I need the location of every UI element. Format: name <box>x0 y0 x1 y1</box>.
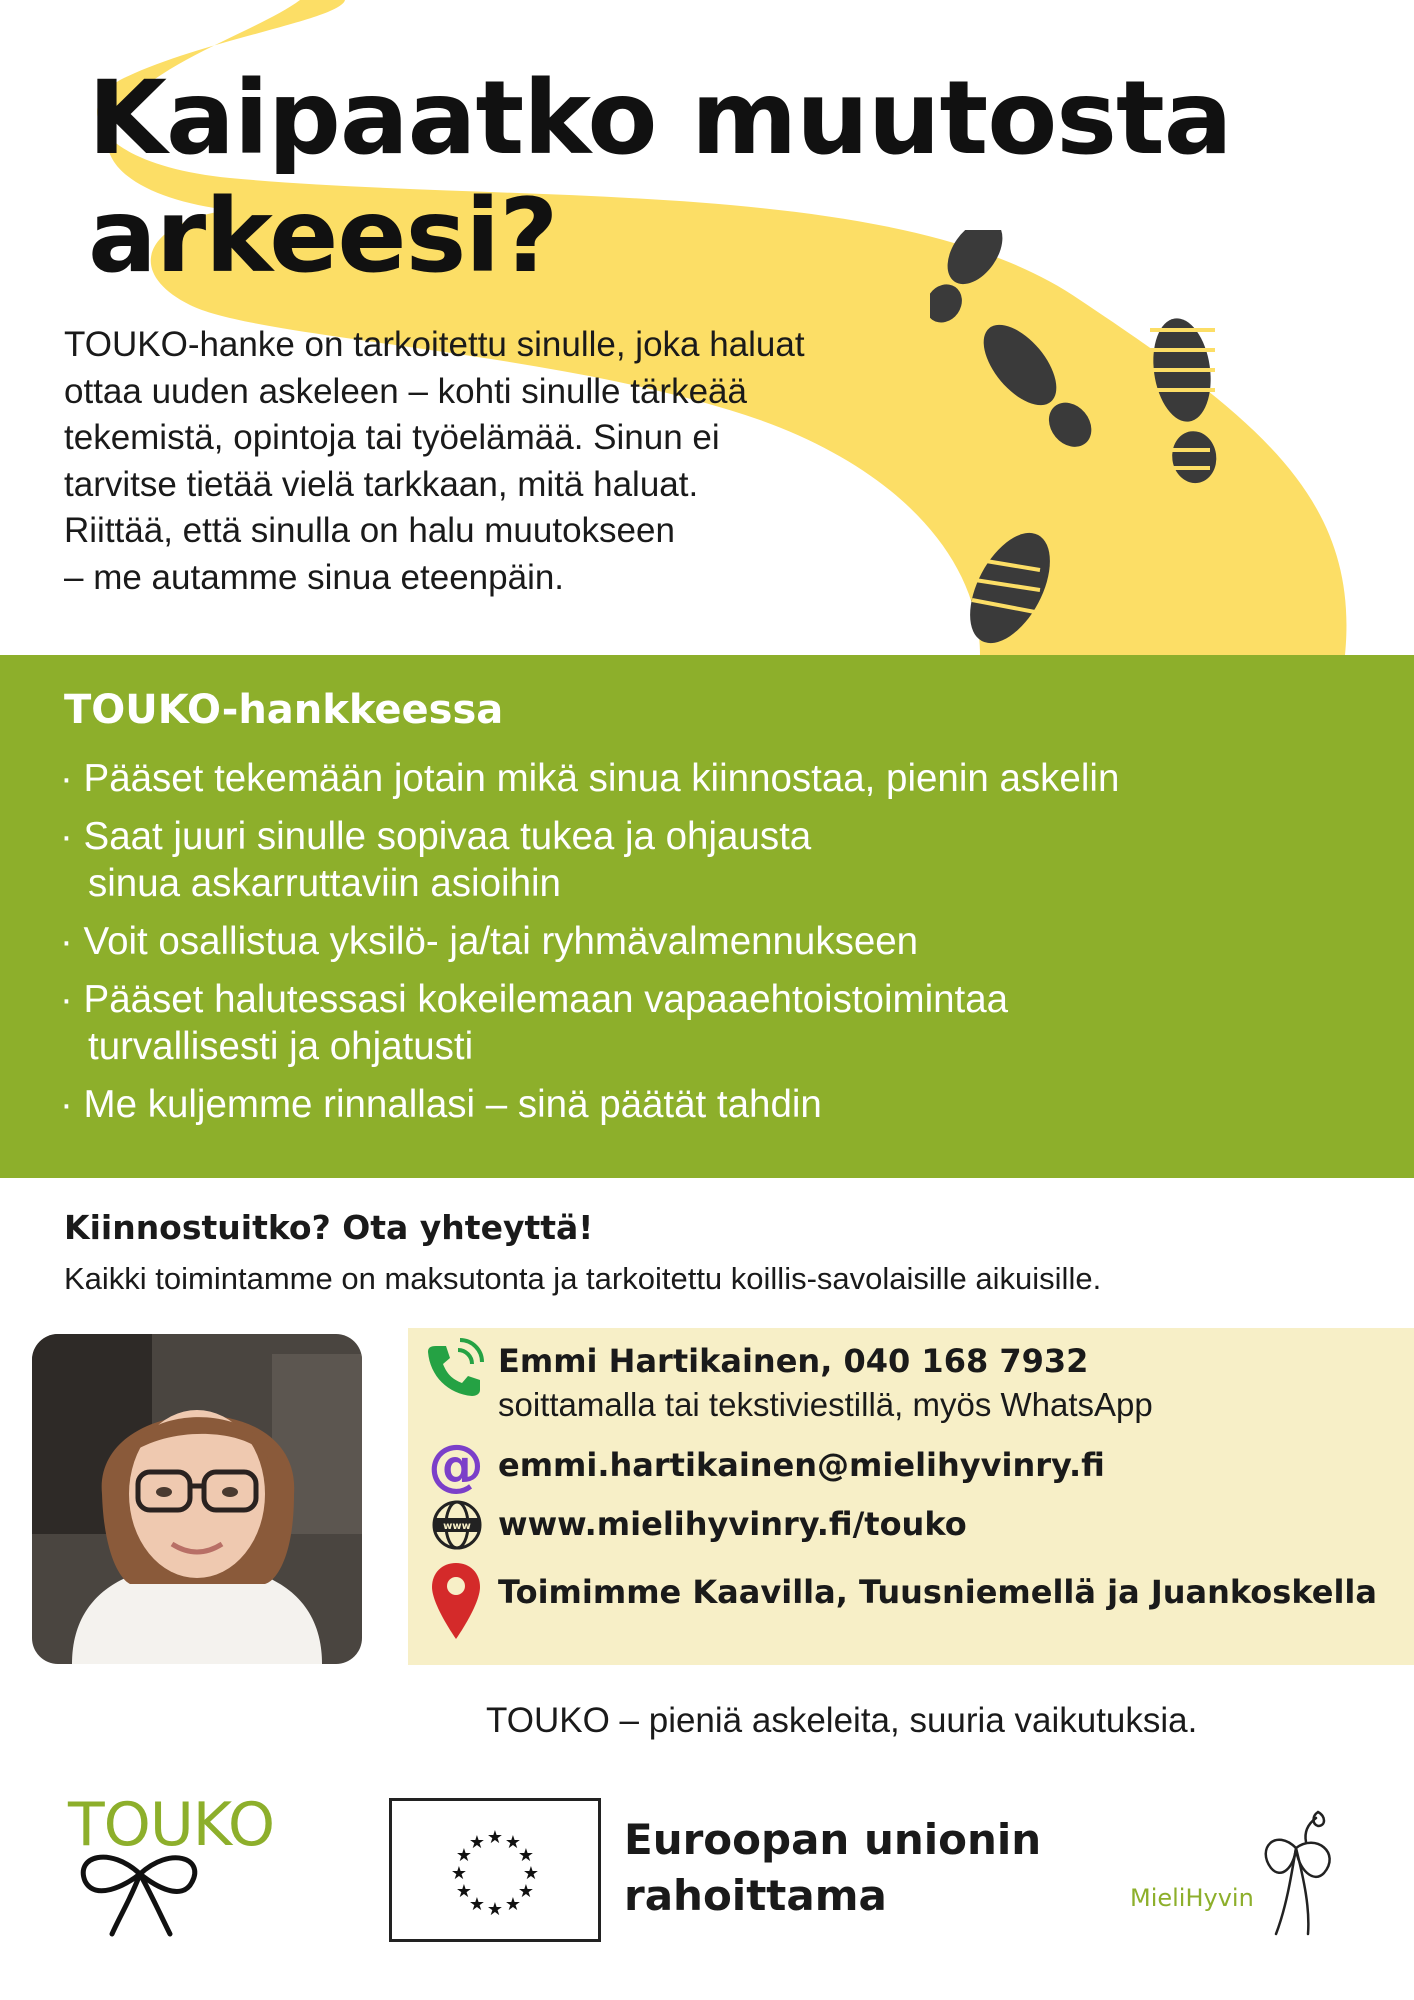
contact-title: Kiinnostuitko? Ota yhteyttä! <box>64 1208 594 1247</box>
butterfly-figure-icon <box>1246 1808 1346 1938</box>
bullet-line: · Pääset halutessasi kokeilemaan vapaaehtoistoimintaa <box>60 978 1009 1021</box>
project-bullet-list <box>60 755 1390 1139</box>
contact-name-phone: Emmi Hartikainen, 040 168 7932 <box>498 1342 1089 1380</box>
project-section <box>0 655 1414 1178</box>
touko-logo-text: TOUKO <box>68 1790 275 1860</box>
contact-website[interactable]: www.mielihyvinry.fi/touko <box>498 1505 967 1543</box>
intro-line: tarvitse tietää vielä tarkkaan, mitä haluat. <box>64 464 699 504</box>
headline <box>88 60 1268 296</box>
eu-text-line-2: rahoittama <box>624 1871 887 1920</box>
phone-icon <box>422 1338 484 1400</box>
project-title: TOUKO-hankkeessa <box>64 687 504 733</box>
intro-paragraph <box>64 322 964 601</box>
eu-flag <box>389 1798 601 1942</box>
svg-text:@: @ <box>428 1438 484 1496</box>
contact-phone-note: soittamalla tai tekstiviestillä, myös WhatsApp <box>498 1386 1153 1423</box>
ribbon-bow-icon <box>60 1826 220 1940</box>
svg-text:★: ★ <box>522 1863 540 1884</box>
mielihyvin-logo <box>1126 1808 1346 1938</box>
bullet-line: · Me kuljemme rinnallasi – sinä päätät tahdin <box>60 1083 822 1126</box>
svg-text:★: ★ <box>468 1832 486 1853</box>
svg-text:★: ★ <box>517 1881 535 1902</box>
svg-text:★: ★ <box>450 1863 468 1884</box>
intro-line: Riittää, että sinulla on halu muutokseen <box>64 511 675 550</box>
headline-line-1: Kaipaatko muutosta <box>88 59 1232 178</box>
at-icon <box>428 1438 484 1496</box>
mielihyvin-logo-text: MieliHyvin <box>1130 1884 1254 1912</box>
list-item <box>60 1081 1390 1128</box>
svg-text:★: ★ <box>468 1894 486 1915</box>
headline-line-2: arkeesi? <box>88 177 558 296</box>
svg-text:www: www <box>443 1521 471 1532</box>
contact-location: Toimimme Kaavilla, Tuusniemellä ja Juankoskella <box>498 1573 1377 1611</box>
svg-text:★: ★ <box>504 1832 522 1853</box>
bullet-line-continued: turvallisesti ja ohjatusti <box>88 1025 474 1068</box>
list-item <box>60 918 1390 965</box>
svg-text:★: ★ <box>455 1881 473 1902</box>
list-item <box>60 976 1390 1070</box>
touko-logo <box>60 1790 280 1940</box>
bullet-line: · Saat juuri sinulle sopivaa tukea ja ohjausta <box>60 815 812 858</box>
svg-text:★: ★ <box>517 1845 535 1866</box>
svg-text:★: ★ <box>504 1894 522 1915</box>
intro-line: tekemistä, opintoja tai työelämää. Sinun ei <box>64 418 720 457</box>
bullet-line: · Voit osallistua yksilö- ja/tai ryhmävalmennukseen <box>60 920 919 963</box>
contact-details-box <box>408 1328 1414 1665</box>
svg-text:★: ★ <box>486 1899 504 1920</box>
globe-icon <box>430 1498 484 1552</box>
bullet-line: · Pääset tekemään jotain mikä sinua kiinnostaa, pienin askelin <box>60 757 1120 800</box>
tagline: TOUKO – pieniä askeleita, suuria vaikutuksia. <box>486 1701 1198 1740</box>
intro-line: ottaa uuden askeleen – kohti sinulle tärkeää <box>64 371 747 411</box>
eu-text-line-1: Euroopan unionin <box>624 1815 1042 1864</box>
contact-email[interactable]: emmi.hartikainen@mielihyvinry.fi <box>498 1446 1105 1484</box>
svg-text:★: ★ <box>486 1827 504 1848</box>
location-pin-icon <box>430 1561 482 1641</box>
list-item <box>60 755 1390 802</box>
intro-line: TOUKO-hanke on tarkoitettu sinulle, joka haluat <box>64 325 805 364</box>
intro-line: – me autamme sinua eteenpäin. <box>64 557 565 597</box>
contact-person-photo <box>32 1334 362 1664</box>
svg-text:★: ★ <box>455 1845 473 1866</box>
list-item <box>60 813 1390 907</box>
eu-funding-text <box>624 1812 1041 1924</box>
bullet-line-continued: sinua askarruttaviin asioihin <box>88 862 561 905</box>
contact-subtitle: Kaikki toimintamme on maksutonta ja tarkoitettu koillis-savolaisille aikuisille. <box>64 1261 1102 1296</box>
